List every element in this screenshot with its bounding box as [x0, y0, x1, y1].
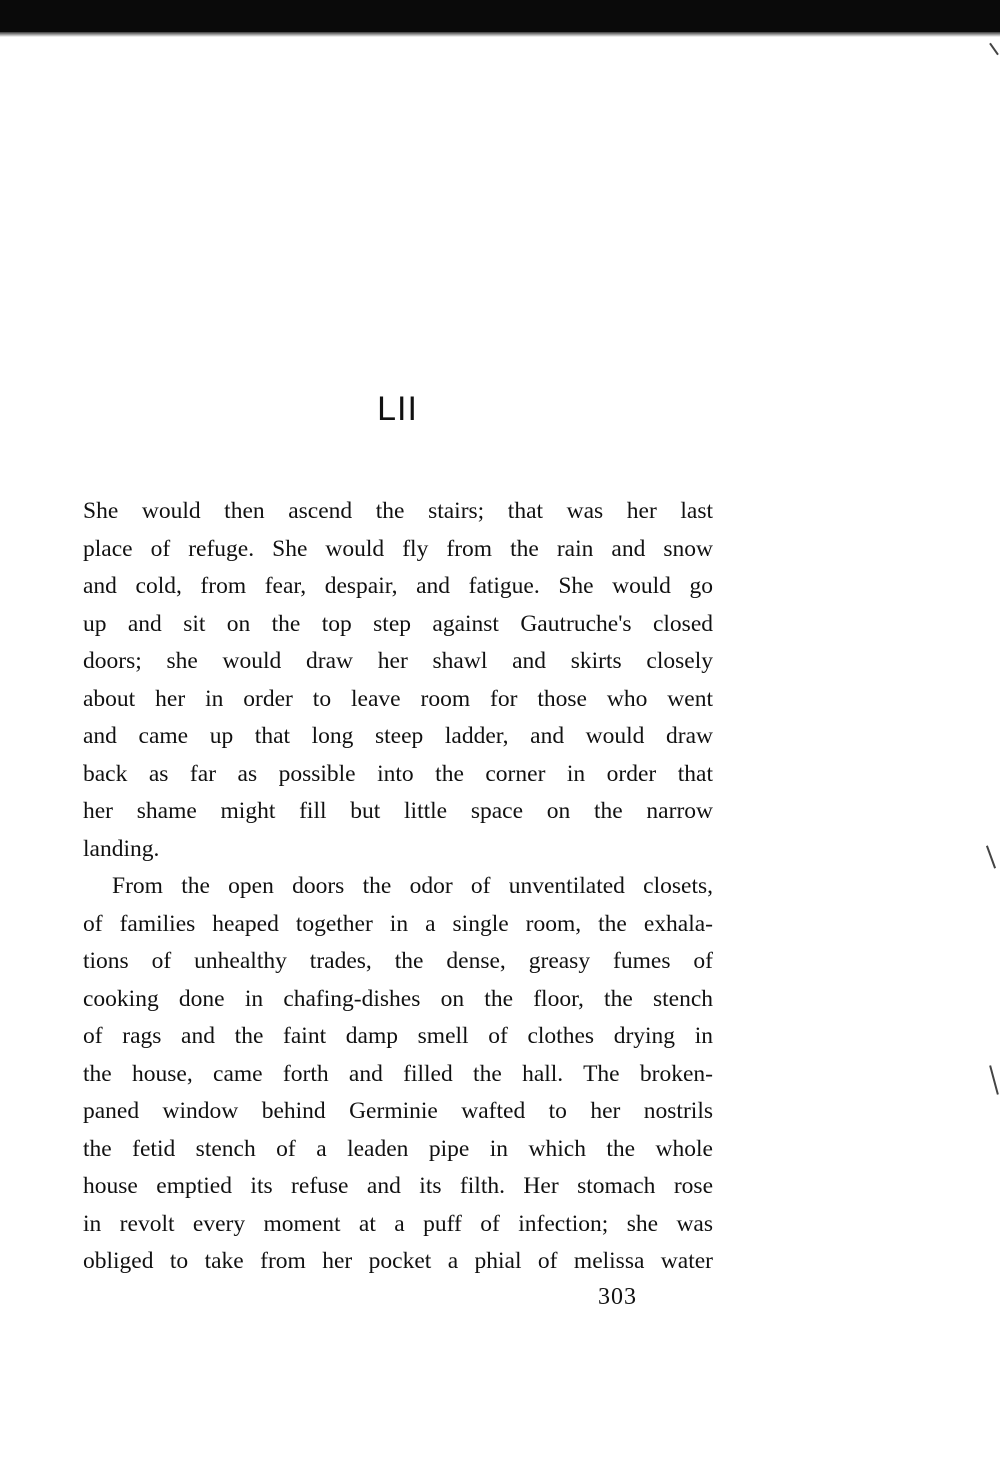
text-line: landing.	[83, 835, 160, 862]
text-line: about her in order to leave room for those who went	[83, 685, 713, 712]
text-line: place of refuge. She would fly from the rain and snow	[83, 535, 713, 562]
chapter-heading: LII	[377, 390, 418, 428]
scan-edge-mark	[989, 1065, 999, 1094]
text-line: cooking done in chafing-dishes on the floor, the stench	[83, 985, 713, 1012]
text-line: and came up that long steep ladder, and would draw	[83, 723, 713, 749]
text-line: back as far as possible into the corner in order that	[83, 760, 713, 787]
text-line: of families heaped together in a single room, the exhala-	[83, 910, 713, 937]
text-line: doors; she would draw her shawl and skirts closely	[83, 648, 713, 674]
text-line: of rags and the faint damp smell of clothes drying in	[83, 1023, 713, 1049]
text-line: house emptied its refuse and its filth. Her stomach rose	[83, 1173, 713, 1199]
text-line: obliged to take from her pocket a phial of melissa water	[83, 1248, 713, 1274]
text-line: the fetid stench of a leaden pipe in which the whole	[83, 1135, 713, 1162]
text-line: tions of unhealthy trades, the dense, greasy fumes of	[83, 948, 713, 974]
body-text	[83, 493, 713, 1281]
text-line: the house, came forth and filled the hall. The broken-	[83, 1060, 713, 1087]
text-line: her shame might fill but little space on the narrow	[83, 798, 713, 824]
scan-top-border-fade	[0, 32, 1000, 37]
text-line: paned window behind Germinie wafted to her nostrils	[83, 1098, 713, 1124]
text-line: She would then ascend the stairs; that was her last	[83, 498, 713, 524]
scan-top-border	[0, 0, 1000, 32]
text-line: up and sit on the top step against Gautruche's closed	[83, 610, 713, 637]
scan-edge-mark	[986, 845, 996, 868]
text-line: in revolt every moment at a puff of infection; she was	[83, 1210, 713, 1237]
text-line: From the open doors the odor of unventilated closets,	[112, 873, 713, 899]
page-number: 303	[598, 1284, 637, 1310]
scan-edge-mark	[989, 43, 999, 56]
text-line: and cold, from fear, despair, and fatigue. She would go	[83, 573, 713, 599]
